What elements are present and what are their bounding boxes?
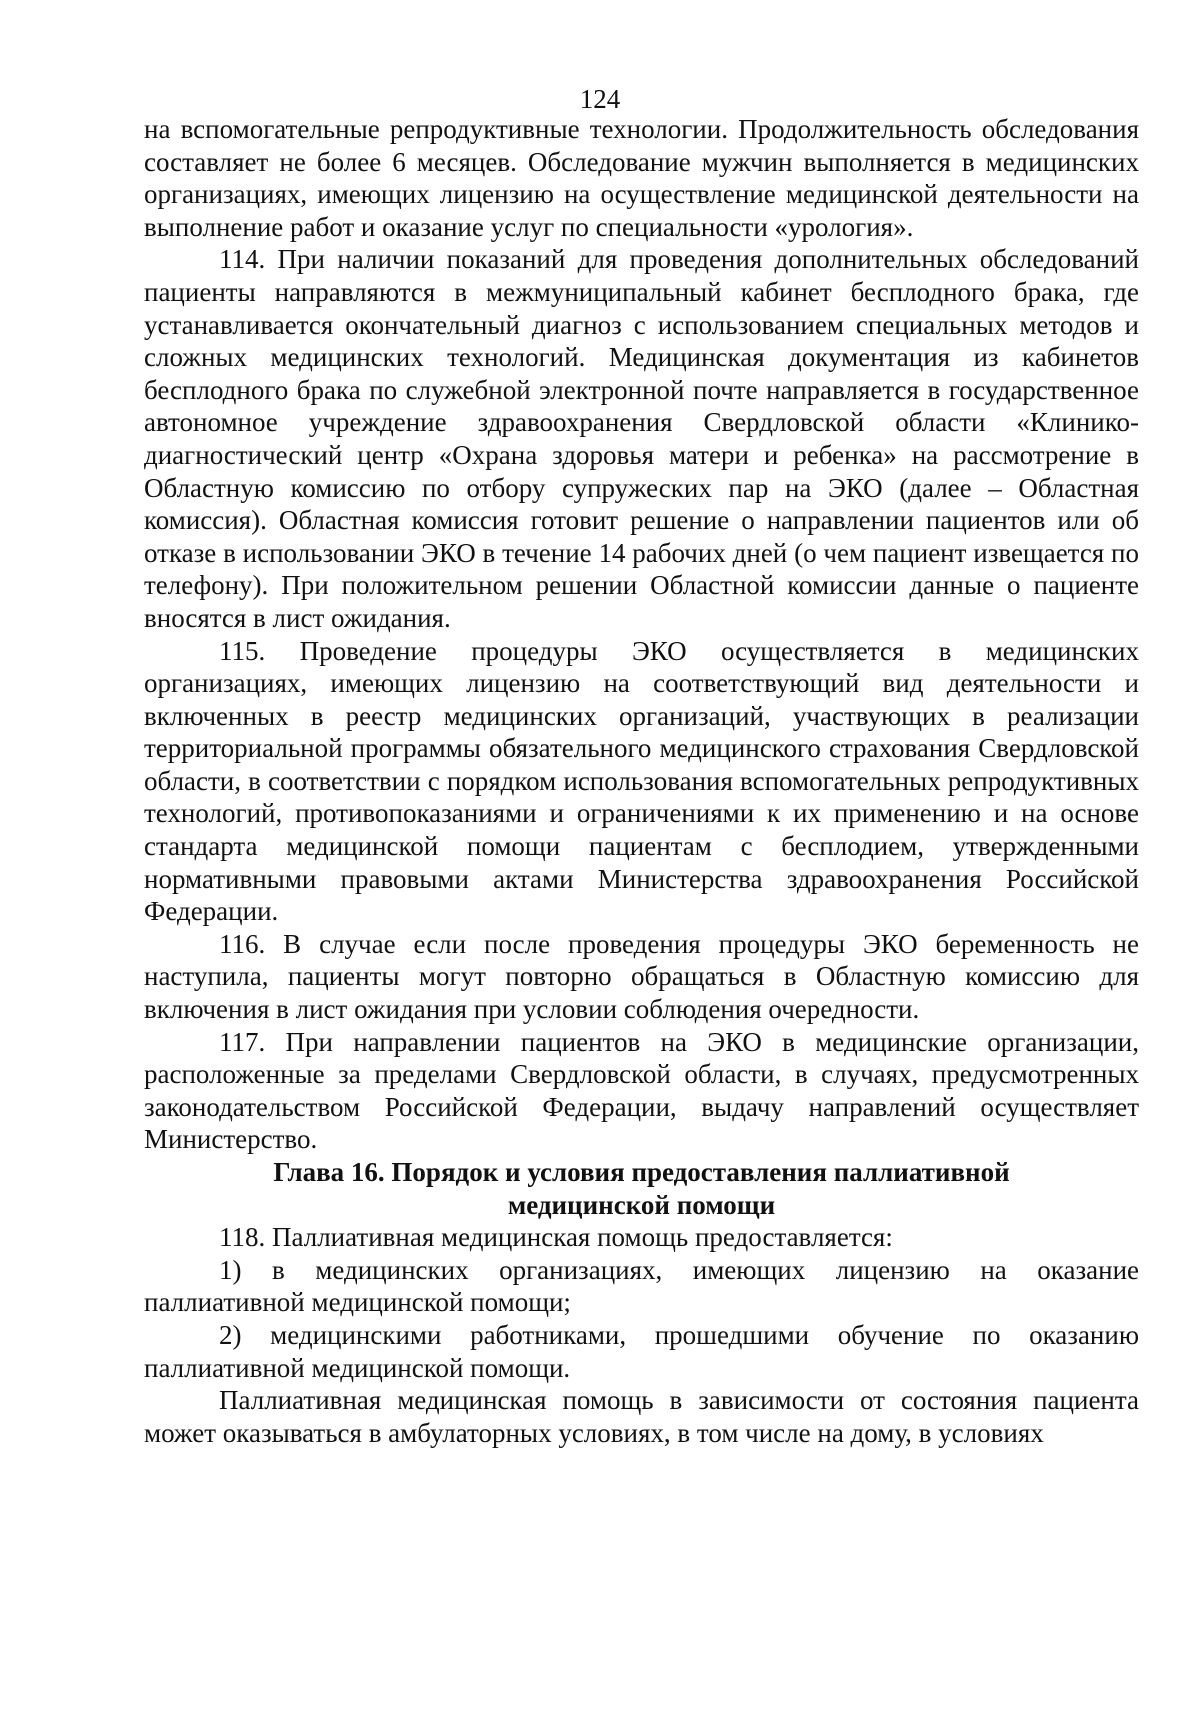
paragraph-115: 115. Проведение процедуры ЭКО осуществляется в медицинских организациях, имеющих лицензию на соответствующий вид деятельности и включенных в реестр медицинских организаций, участвующих в реализации территориальной программы обязательного медицинского страхования Свердловской области, в соответствии с порядком использования вспомогательных репродуктивных технологий, противопоказаниями и ограничениями к их применению и на основе стандарта медицинской помощи пациентам с бесплодием, утвержденными нормативными правовыми актами Министерства здравоохранения Российской Федерации. [144,635,1139,927]
paragraph-114: 114. При наличии показаний для проведения дополнительных обследований пациенты направляются в межмуниципальный кабинет бесплодного брака, где устанавливается окончательный диагноз с использованием специальных методов и сложных медицинских технологий. Медицинская документация из кабинетов бесплодного брака по служебной электронной почте направляется в государственное автономное учреждение здравоохранения Свердловской области «Клинико-диагностический центр «Охрана здоровья матери и ребенка» на рассмотрение в Областную комиссию по отбору супружеских пар на ЭКО (далее – Областная комиссия). Областная комиссия готовит решение о направлении пациентов или об отказе в использовании ЭКО в течение 14 рабочих дней (о чем пациент извещается по телефону). При положительном решении Областной комиссии данные о пациенте вносятся в лист ожидания. [144,244,1139,633]
chapter-heading-line-1: Глава 16. Порядок и условия предоставления паллиативной [273,1157,1010,1187]
paragraph-palliative-conditions: Паллиативная медицинская помощь в зависимости от состояния пациента может оказываться в амбулаторных условиях, в том числе на дому, в условиях [144,1385,1139,1448]
paragraph-117: 117. При направлении пациентов на ЭКО в медицинские организации, расположенные за пределами Свердловской области, в случаях, предусмотренных законодательством Российской Федерации, выдачу направлений осуществляет Министерство. [144,1026,1139,1155]
list-item-1: 1) в медицинских организациях, имеющих лицензию на оказание паллиативной медицинской помощи; [144,1254,1139,1318]
paragraph-116: 116. В случае если после проведения процедуры ЭКО беременность не наступила, пациенты могут повторно обращаться в Областную комиссию для включения в лист ожидания при условии соблюдения очередности. [144,928,1139,1025]
chapter-heading [144,1156,1139,1221]
paragraph-118: 118. Паллиативная медицинская помощь предоставляется: [219,1222,893,1253]
list-item-2: 2) медицинскими работниками, прошедшими обучение по оказанию паллиативной медицинской помощи. [144,1319,1139,1383]
chapter-heading-line-2: медицинской помощи [507,1189,776,1220]
paragraph-continuation: на вспомогательные репродуктивные технологии. Продолжительность обследования составляет не более 6 месяцев. Обследование мужчин выполняется в медицинских организациях, имеющих лицензию на осуществление медицинской деятельности на выполнение работ и оказание услуг по специальности «урология». [144,114,1139,242]
page-number: 124 [579,84,621,114]
document-body [144,113,1139,1449]
